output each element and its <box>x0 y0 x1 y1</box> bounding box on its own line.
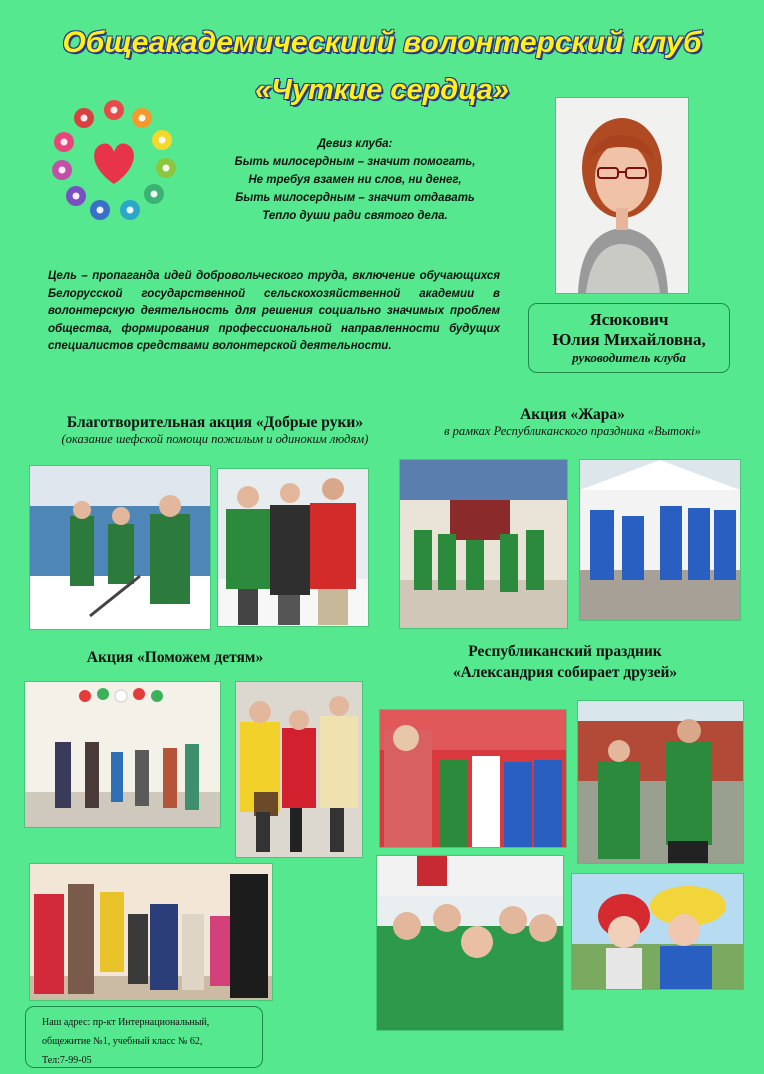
club-name: «Чуткие сердца» <box>255 74 509 106</box>
motto-line: Не требуя взамен ни слов, ни денег, <box>248 174 462 186</box>
photo-kind-hands-1 <box>30 466 210 629</box>
hands-heart-icon <box>50 98 178 224</box>
club-logo <box>50 98 178 224</box>
photo-heat-2 <box>580 460 740 620</box>
photo-alexandria-4 <box>572 874 743 989</box>
motto-line: Тепло души ради святого дела. <box>262 210 448 222</box>
section-subtitle: в рамках Республиканского праздника «Вытокі» <box>444 424 701 438</box>
section-title: Акция «Поможем детям» <box>86 649 264 666</box>
photo-alexandria-2 <box>578 701 743 863</box>
photo-alexandria-1 <box>380 710 566 847</box>
contact-address <box>25 1006 263 1068</box>
leader-role: руководитель клуба <box>572 350 686 365</box>
motto-heading: Девиз клуба: <box>317 138 393 150</box>
photo-help-children-1 <box>25 682 220 827</box>
section-kind-hands <box>20 414 410 447</box>
address-line: общежитие №1, учебный класс № 62, <box>42 1036 203 1047</box>
leader-portrait <box>556 98 688 293</box>
leader-name: Юлия Михайловна, <box>552 330 706 349</box>
motto-line: Быть милосердным – значит помогать, <box>234 156 476 168</box>
photo-help-children-3 <box>30 864 272 1000</box>
section-title-line2: «Александрия собирает друзей» <box>452 664 678 681</box>
section-subtitle: (оказание шефской помощи пожилым и одиноким людям) <box>61 432 369 446</box>
motto-line: Быть милосердным – значит отдавать <box>235 192 475 204</box>
photo-alexandria-3 <box>377 856 563 1030</box>
club-goal: Цель – пропаганда идей добровольческого труда, включение обучающихся Белорусской государственной сельскохозяйственной академии в волонтерскую деятельность для решения социально значимых проблем общества, формирования профессиональной направленности будущих специалистов средствами волонтерской деятельности. <box>48 270 500 352</box>
photo-help-children-2 <box>236 682 362 857</box>
club-title: Общеакадемическиий волонтерский клуб <box>62 26 702 59</box>
section-alexandria <box>395 643 735 682</box>
address-line: Наш адрес: пр-кт Интернациональный, <box>42 1017 210 1028</box>
photo-heat-1 <box>400 460 567 628</box>
photo-kind-hands-2 <box>218 469 368 626</box>
section-title-line1: Республиканский праздник <box>468 643 662 660</box>
section-title: Благотворительная акция «Добрые руки» <box>66 414 364 431</box>
portrait-image <box>556 98 688 293</box>
phone-line: Тел:7-99-05 <box>42 1055 92 1066</box>
club-motto <box>205 135 505 225</box>
section-heat <box>405 406 740 439</box>
section-help-children <box>40 649 310 667</box>
section-title: Акция «Жара» <box>520 406 625 423</box>
leader-surname: Ясюкович <box>589 310 669 329</box>
leader-info <box>528 303 730 373</box>
